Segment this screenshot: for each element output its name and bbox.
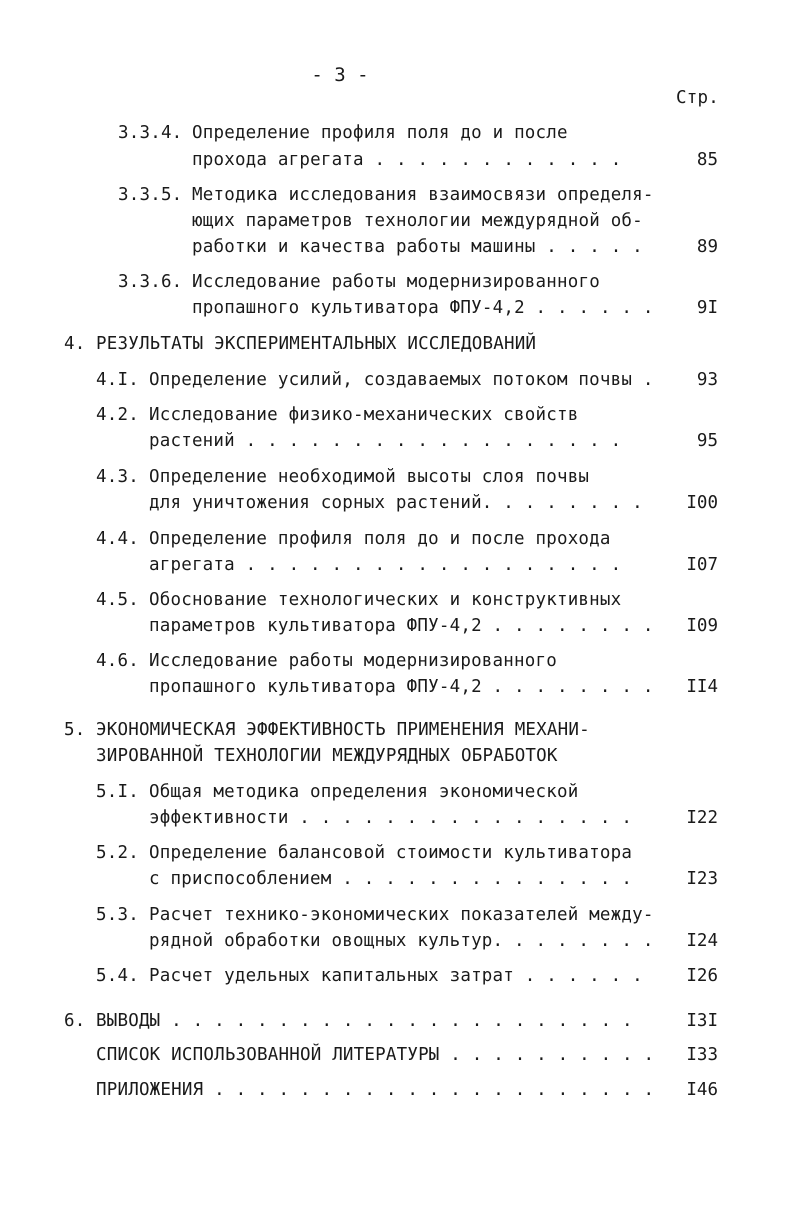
toc-page: 85 xyxy=(696,150,718,170)
toc-page: 95 xyxy=(696,431,718,451)
page-number: - 3 - xyxy=(311,64,369,86)
toc-section-title: ПРИЛОЖЕНИЯ . . . . . . . . . . . . . . . . . . . . . xyxy=(96,1080,655,1100)
toc-text: Обоснование технологических и конструктивных xyxy=(149,590,622,610)
toc-text: Определение профиля поля до и после прохода xyxy=(149,529,611,549)
toc-num: 4. xyxy=(64,334,86,354)
toc-page: 93 xyxy=(696,370,718,390)
toc-section-title: ЭКОНОМИЧЕСКАЯ ЭФФЕКТИВНОСТЬ ПРИМЕНЕНИЯ МЕХАНИ- xyxy=(96,720,590,740)
toc-text: Исследование физико-механических свойств xyxy=(149,405,579,425)
toc-text: Определение профиля поля до и после xyxy=(192,123,568,143)
toc-text: эффективности . . . . . . . . . . . . . . . . xyxy=(149,808,633,828)
toc-text: прохода агрегата . . . . . . . . . . . . xyxy=(192,150,622,170)
toc-num: 5. xyxy=(64,720,86,740)
toc-page: 89 xyxy=(696,237,718,257)
toc-num: 4.5. xyxy=(96,590,139,610)
toc-num: 4.2. xyxy=(96,405,139,425)
toc-page: I26 xyxy=(686,966,718,986)
toc-section-title: ЗИРОВАННОЙ ТЕХНОЛОГИИ МЕЖДУРЯДНЫХ ОБРАБОТОК xyxy=(96,746,558,766)
toc-text: растений . . . . . . . . . . . . . . . . . . xyxy=(149,431,622,451)
toc-text: пропашного культиватора ФПУ-4,2 . . . . . . . . xyxy=(149,677,654,697)
toc-num: 3.3.4. xyxy=(118,123,183,143)
toc-text: Исследование работы модернизированного xyxy=(192,272,600,292)
toc-text: Расчет технико-экономических показателей между- xyxy=(149,905,654,925)
toc-text: параметров культиватора ФПУ-4,2 . . . . . . . . xyxy=(149,616,654,636)
toc-num: 4.6. xyxy=(96,651,139,671)
toc-text: пропашного культиватора ФПУ-4,2 . . . . . . xyxy=(192,298,654,318)
toc-section-title: ВЫВОДЫ . . . . . . . . . . . . . . . . . . . . . . xyxy=(96,1011,633,1031)
toc-text: ющих параметров технологии междурядной об- xyxy=(192,211,643,231)
toc-page: I00 xyxy=(686,493,718,513)
toc-text: Исследование работы модернизированного xyxy=(149,651,557,671)
toc-page: I46 xyxy=(686,1080,718,1100)
toc-num: 5.3. xyxy=(96,905,139,925)
toc-text: Расчет удельных капитальных затрат . . . . . . xyxy=(149,966,643,986)
toc-text: Определение необходимой высоты слоя почвы xyxy=(149,467,590,487)
toc-page: I24 xyxy=(686,931,718,951)
toc-page: I3I xyxy=(686,1011,718,1031)
toc-text: рядной обработки овощных культур. . . . . . . . xyxy=(149,931,654,951)
toc-num: 5.4. xyxy=(96,966,139,986)
toc-num: 4.3. xyxy=(96,467,139,487)
toc-num: 3.3.5. xyxy=(118,185,183,205)
toc-page: I07 xyxy=(686,555,718,575)
toc-page: I23 xyxy=(686,869,718,889)
toc-page: I33 xyxy=(686,1045,718,1065)
toc-num: 5.I. xyxy=(96,782,139,802)
toc-num: 4.I. xyxy=(96,370,139,390)
toc-num: 3.3.6. xyxy=(118,272,183,292)
toc-text: для уничтожения сорных растений. . . . . . . . xyxy=(149,493,643,513)
toc-text: агрегата . . . . . . . . . . . . . . . . . . xyxy=(149,555,622,575)
toc-page: 9I xyxy=(696,298,718,318)
toc-section-title: СПИСОК ИСПОЛЬЗОВАННОЙ ЛИТЕРАТУРЫ . . . . . . . . . . xyxy=(96,1045,655,1065)
toc-page: I09 xyxy=(686,616,718,636)
toc-text: Методика исследования взаимосвязи определя- xyxy=(192,185,654,205)
toc-num: 5.2. xyxy=(96,843,139,863)
page-column-header: Стр. xyxy=(676,88,719,108)
toc-page: II4 xyxy=(686,677,718,697)
toc-text: с приспособлением . . . . . . . . . . . . . . xyxy=(149,869,633,889)
toc-text: работки и качества работы машины . . . . . xyxy=(192,237,643,257)
toc-text: Определение балансовой стоимости культиватора xyxy=(149,843,633,863)
toc-text: Общая методика определения экономической xyxy=(149,782,579,802)
toc-text: Определение усилий, создаваемых потоком почвы . xyxy=(149,370,654,390)
toc-num: 6. xyxy=(64,1011,86,1031)
toc-page: I22 xyxy=(686,808,718,828)
toc-section-title: РЕЗУЛЬТАТЫ ЭКСПЕРИМЕНТАЛЬНЫХ ИССЛЕДОВАНИЙ xyxy=(96,334,537,354)
toc-num: 4.4. xyxy=(96,529,139,549)
